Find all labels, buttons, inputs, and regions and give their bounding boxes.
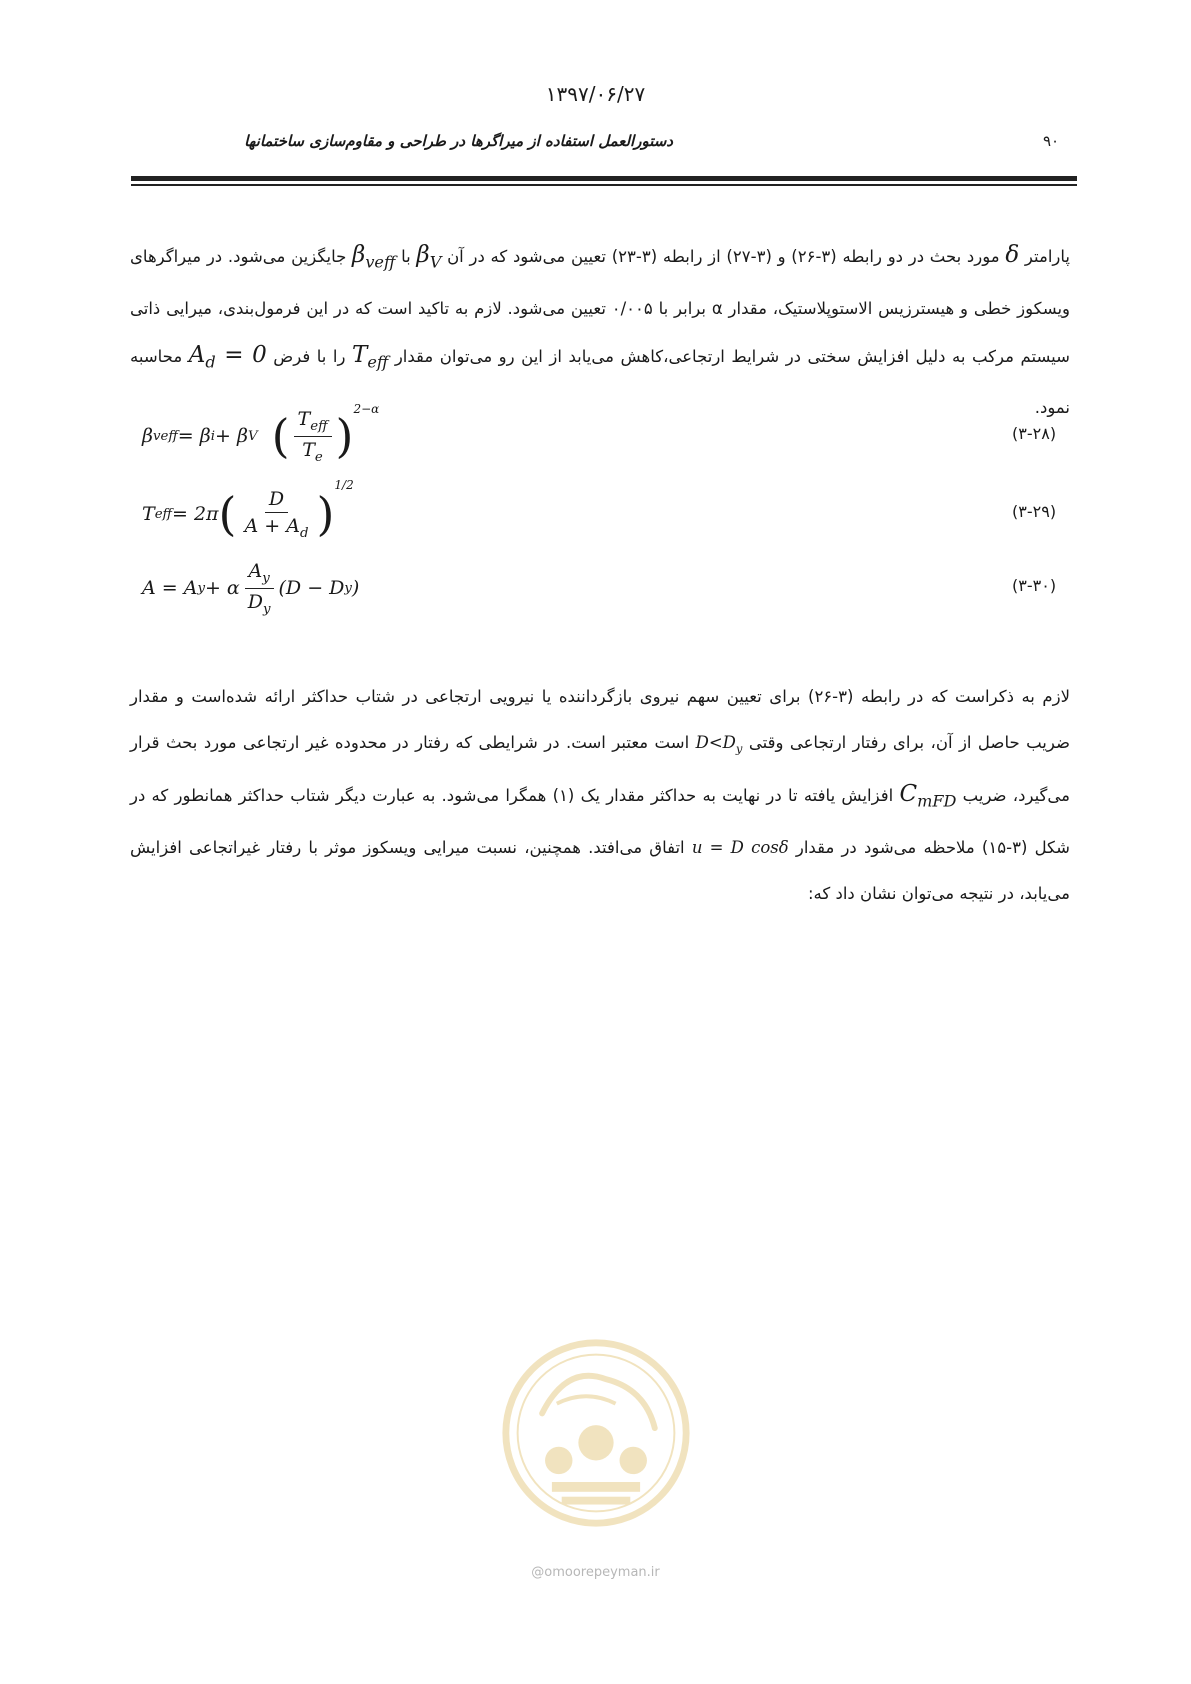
ad-zero-expression: $A_d = 0$ bbox=[188, 341, 267, 372]
fraction-teff-over-te: $\frac{T_{eff}}{T_e}$ bbox=[294, 408, 332, 465]
paragraph-1: پارامتر δ مورد بحث در دو رابطه (۳-۲۶) و (۳-۲۷) از رابطه (۳-۲۳) تعیین می‌شود که در آن $\beta_V$ با $\beta_{veff}$ جایگزین می‌شود. در میراگرهای ویسکوز خطی و هیسترزیس الاستوپلاستیک، مقدار α برابر با ۰/۰۰۵ تعیین می‌شود. لازم به تاکید است که در این فرمول‌بندی، میرایی ذاتی سیستم مرکب به دلیل افزایش سختی در شرایط ارتجاعی،کاهش می‌یابد از این رو می‌توان مقدار $T_{eff}$ را با فرض $A_d = 0$ محاسبه نمود. bbox=[130, 242, 1071, 418]
header-rule-thick bbox=[131, 176, 1077, 181]
equation-30-number: (۳-۳۰) bbox=[1012, 576, 1057, 595]
equation-29-number: (۳-۲۹) bbox=[1012, 502, 1057, 521]
paragraph-2: لازم به ذکراست که در رابطه (۳-۲۶) برای تعیین سهم نیروی بازگرداننده یا نیرویی ارتجاعی در شتاب حداکثر ارائه شده‌است و مقدار ضریب حاصل از آن، برای رفتار ارتجاعی وقتی $D<D_y$ است معتبر است. در شرایطی که رفتار در محدوده غیر ارتجاعی مورد بحث قرار می‌گیرد، ضریب $C_{mFD}$ افزایش یافته تا در نهایت به حداکثر مقدار یک (۱) همگرا می‌شود. به عبارت دیگر شتاب حداکثر همانطور که در شکل (۳-۱۵) ملاحظه می‌شود در مقدار u = D cosδ اتفاق می‌افتد. همچنین، نسبت میرایی ویسکوز موثر با رفتار غیراتجاعی افزایش می‌یابد، در نتیجه می‌توان نشان داد که: bbox=[130, 687, 1071, 903]
watermark-logo bbox=[498, 1335, 694, 1531]
beta-v-symbol: $\beta_V$ bbox=[416, 242, 442, 272]
page-number: ۹۰ bbox=[1043, 132, 1060, 150]
header-date: ۱۳۹۷/۰۶/۲۷ bbox=[545, 82, 646, 106]
beta-veff-symbol: $\beta_{veff}$ bbox=[352, 242, 396, 272]
header-rule-thin bbox=[131, 184, 1077, 186]
equation-29: T eff = 2π ( $\frac{D}{A + A_d}$ ) 1/2 bbox=[142, 478, 354, 541]
equation-28-number: (۳-۲۸) bbox=[1012, 424, 1057, 443]
teff-symbol: $T_{eff}$ bbox=[352, 341, 389, 372]
fraction-d-over-a-plus-ad: $\frac{D}{A + A_d}$ bbox=[244, 487, 309, 541]
fraction-ay-over-dy: $\frac{A_y}{D_y}$ bbox=[244, 560, 275, 617]
document-title: دستورالعمل استفاده از میراگرها در طراحی و مقاوم‌سازی ساختمانها bbox=[244, 132, 673, 150]
delta-symbol: δ bbox=[1005, 242, 1020, 268]
equation-28: β veff = β i + β V ( $\frac{T_{eff}}{T_e}$ ) 2−α bbox=[142, 402, 380, 465]
u-equals-dcos-expression: u = D cosδ bbox=[691, 837, 789, 857]
cmfd-symbol: $C_{mFD}$ bbox=[899, 781, 957, 811]
condition-d-less-dy: $D<D_y$ bbox=[695, 733, 743, 756]
equation-30: A = A y + α $\frac{A_y}{D_y}$ (D − D y ) bbox=[142, 559, 360, 617]
watermark-url: @omoorepeyman.ir bbox=[531, 1565, 660, 1580]
